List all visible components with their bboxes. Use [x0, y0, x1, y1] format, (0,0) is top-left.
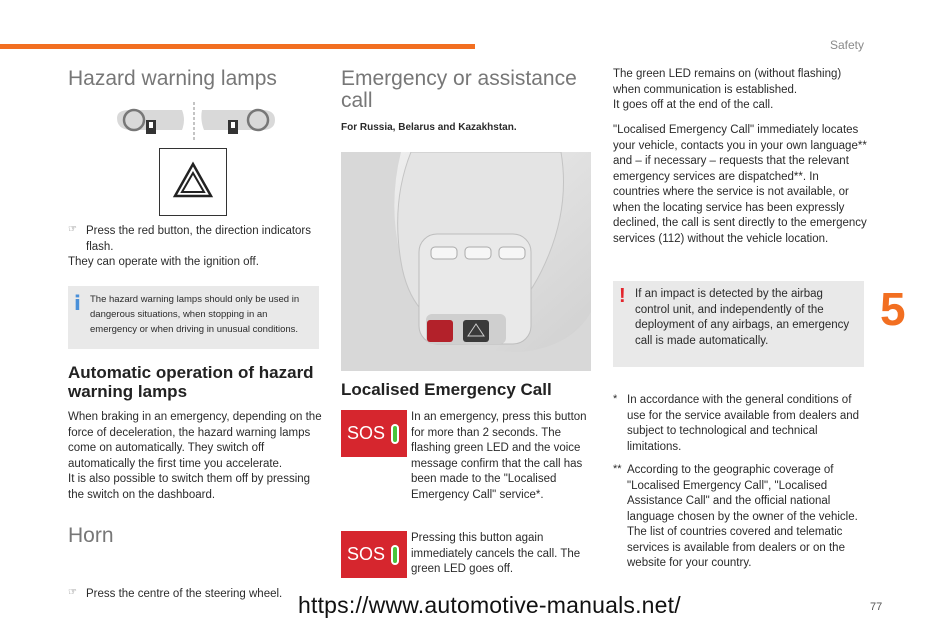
accent-bar: [0, 44, 475, 49]
steering-wheel-diagram: [112, 100, 282, 142]
localised-title: Localised Emergency Call: [341, 380, 552, 399]
led-on-text: The green LED remains on (without flashing) when communication is established.: [613, 68, 842, 96]
info-box: [68, 286, 319, 349]
led-off-text: It goes off at the end of the call.: [613, 99, 774, 111]
info-text: The hazard warning lamps should only be used in dangerous situations, when stopping in an emergency or when driving in unusual conditions.: [90, 294, 300, 335]
footnote-1-text: In accordance with the general conditions of use for the service available from dealers and subject to technological and technical limitations.: [627, 394, 860, 453]
horn-text: Press the centre of the steering wheel.: [86, 588, 283, 600]
auto-text-2: It is also possible to switch them off by pressing the switch on the dashboard.: [68, 473, 311, 501]
emergency-subtitle: For Russia, Belarus and Kazakhstan.: [341, 122, 517, 133]
auto-title: Automatic operation of hazard warning lamps: [68, 363, 314, 401]
press-red-text: Press the red button, the direction indicators flash.: [86, 225, 312, 253]
hazard-triangle-icon: [159, 148, 227, 216]
chapter-number: 5: [880, 283, 906, 335]
horn-title: Horn: [68, 524, 114, 547]
press-sos-text: In an emergency, press this button for more than 2 seconds. The flashing green LED and the voice message confirm that the call has been made to the "Localised Emergency Call" service*.: [411, 411, 587, 501]
footnote-1: [613, 393, 867, 455]
press-red-bullet: [68, 224, 320, 255]
hazard-title: Hazard warning lamps: [68, 67, 277, 90]
footnote-2-mark: **: [613, 463, 622, 475]
section-label: Safety: [829, 38, 864, 52]
led-icon: [391, 545, 399, 565]
sos-label: SOS: [347, 423, 386, 443]
warning-icon: !: [619, 285, 626, 307]
horn-bullet: [68, 587, 320, 603]
locates-text: "Localised Emergency Call" immediately locates your vehicle, contacts you in your own language** and – if necessary – requests that the relevant emergency services are dispatched**. In countries where the service is not available, or when the locating service has been expressly declined, the call is sent directly to the emergency services (112) without the vehicle location.: [613, 124, 867, 245]
page-number: 77: [870, 601, 883, 613]
info-icon: i: [74, 291, 81, 315]
led-icon: [391, 424, 399, 444]
warning-text: If an impact is detected by the airbag control unit, and independently of the deployment of any airbags, an emergency call is made automatically.: [635, 288, 850, 347]
footnote-1-mark: *: [613, 393, 618, 405]
emergency-title: Emergency or assistance call: [341, 67, 577, 112]
auto-text-1: When braking in an emergency, depending on the force of deceleration, the hazard warning lamps come on automatically. They switch off automatically the first time you accelerate.: [68, 411, 322, 470]
arrow-bullet-icon: ☞: [68, 224, 77, 235]
footnote-2: [613, 463, 867, 572]
sos-button-illustration-2: [341, 531, 407, 578]
warning-box: [613, 281, 864, 367]
sos-button-illustration: [341, 410, 407, 457]
arrow-bullet-icon: ☞: [68, 587, 77, 598]
ceiling-console-photo: [341, 152, 591, 371]
sos-button-photo: [427, 320, 453, 342]
footnote-2-text: According to the geographic coverage of "Localised Emergency Call", "Localised Assistance Call" and the official national language chosen by the owner of the vehicle. The list of countries covered and telematic services is available from dealers or on the website for your country.: [627, 464, 858, 569]
footer-url[interactable]: https://www.automotive-manuals.net/: [298, 592, 681, 618]
cancel-call-text: Pressing this button again immediately cancels the call. The green LED goes off.: [411, 532, 581, 575]
ignition-off-text: They can operate with the ignition off.: [68, 256, 259, 268]
sos-label: SOS: [347, 544, 386, 564]
